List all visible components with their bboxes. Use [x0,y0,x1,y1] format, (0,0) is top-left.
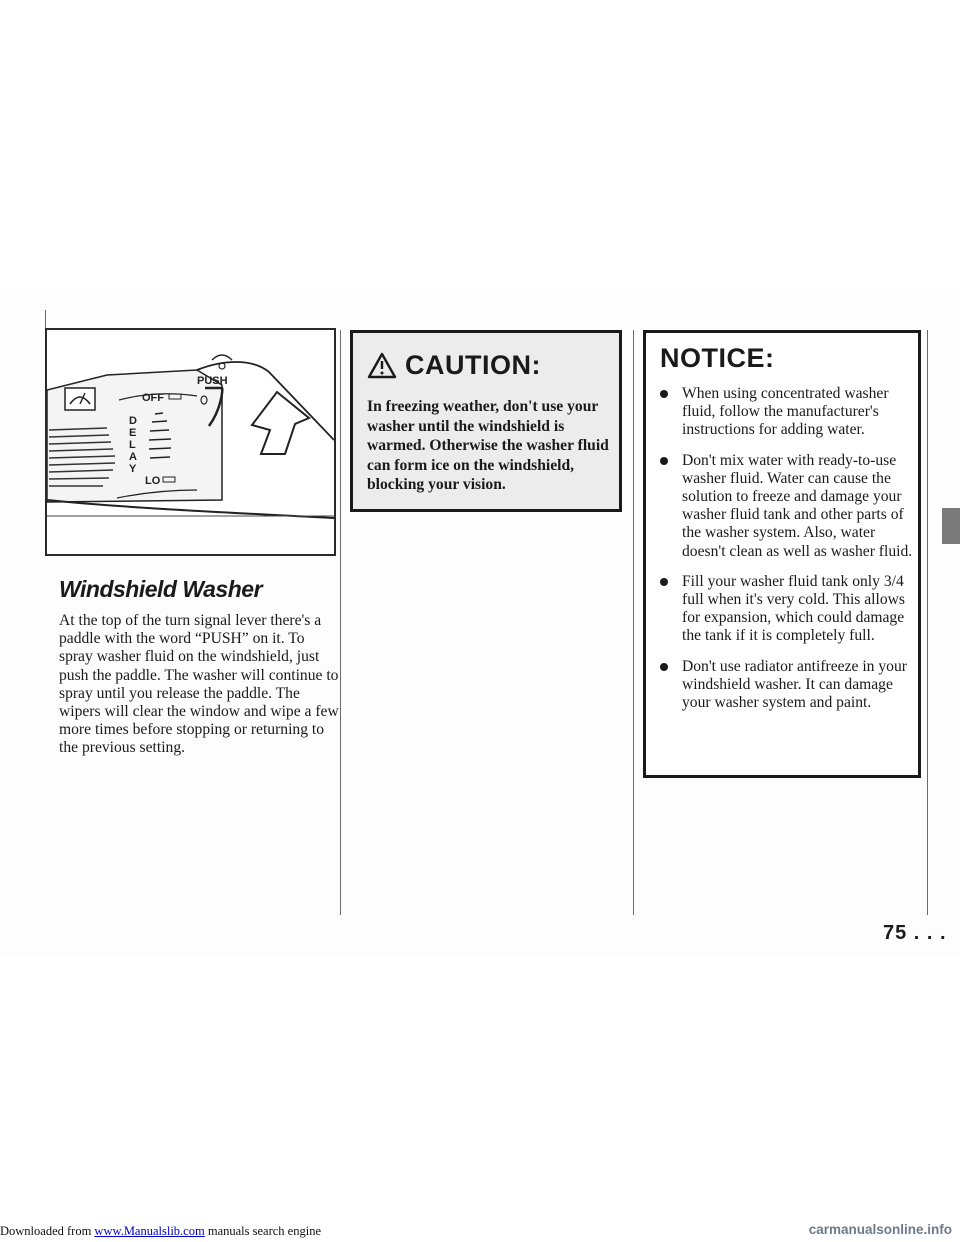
notice-item-text: Don't mix water with ready-to-use washer fluid. Water can cause the solution to freeze and damage your washer fluid tank and other parts of the washer system. Also, water doesn't clean as well as washer fluid. [682,451,913,560]
section-body: At the top of the turn signal lever there's a paddle with the word “PUSH” on it. To spray washer fluid on the windshield, just push the paddle. The washer will continue to spray until you release the paddle. The wipers will clear the window and wipe a few more times before stopping or returning to the previous setting. [59,612,339,757]
bullet-icon [660,578,668,586]
caution-box [350,330,622,512]
notice-box [643,330,921,778]
column-rule [927,330,928,915]
off-label: OFF [142,392,164,404]
notice-item-text: Don't use radiator antifreeze in your windshield washer. It can damage your washer system and paint. [682,657,907,712]
footer-suffix: manuals search engine [204,1224,321,1238]
wiper-lever-figure [45,328,336,556]
bullet-icon [660,663,668,671]
watermark: carmanualsonline.info [808,1222,952,1237]
page-number: 75 . . . [883,922,947,944]
warning-triangle-icon [367,352,397,379]
list-item [654,573,916,646]
delay-letter: Y [129,463,137,475]
push-arrow-icon [252,392,309,454]
notice-item-text: When using concentrated washer fluid, follow the manufacturer's instructions for adding water. [682,385,889,439]
manualslib-link[interactable]: www.Manualslib.com [94,1224,205,1238]
list-item [654,385,916,440]
push-label: PUSH [197,375,228,387]
section-title: Windshield Washer [59,576,263,602]
delay-letter: L [129,439,136,451]
wiper-lever-illustration [47,330,334,554]
column-rule [633,330,634,915]
caution-header [367,347,541,383]
notice-item-text: Fill your washer fluid tank only 3/4 full when it's very cold. This allows for expansion, which could damage the tank if it is completely full. [682,572,905,645]
caution-title: CAUTION: [405,349,541,380]
delay-letter: D [129,415,137,427]
list-item [654,452,916,561]
bullet-icon [660,457,668,465]
download-footer [0,1224,321,1239]
list-item [654,658,916,713]
delay-letter: E [129,427,137,439]
delay-letter: A [129,451,137,463]
footer-prefix: Downloaded from [0,1224,95,1238]
section-tab-marker [942,508,960,544]
bullet-icon [660,390,668,398]
notice-list [654,385,916,712]
lo-label: LO [145,475,161,487]
wiper-symbol-icon [65,388,95,410]
notice-title: NOTICE: [660,343,775,373]
caution-text: In freezing weather, don't use your washer until the windshield is warmed. Otherwise the washer fluid can form ice on the windshield, blocking your vision. [367,398,609,493]
